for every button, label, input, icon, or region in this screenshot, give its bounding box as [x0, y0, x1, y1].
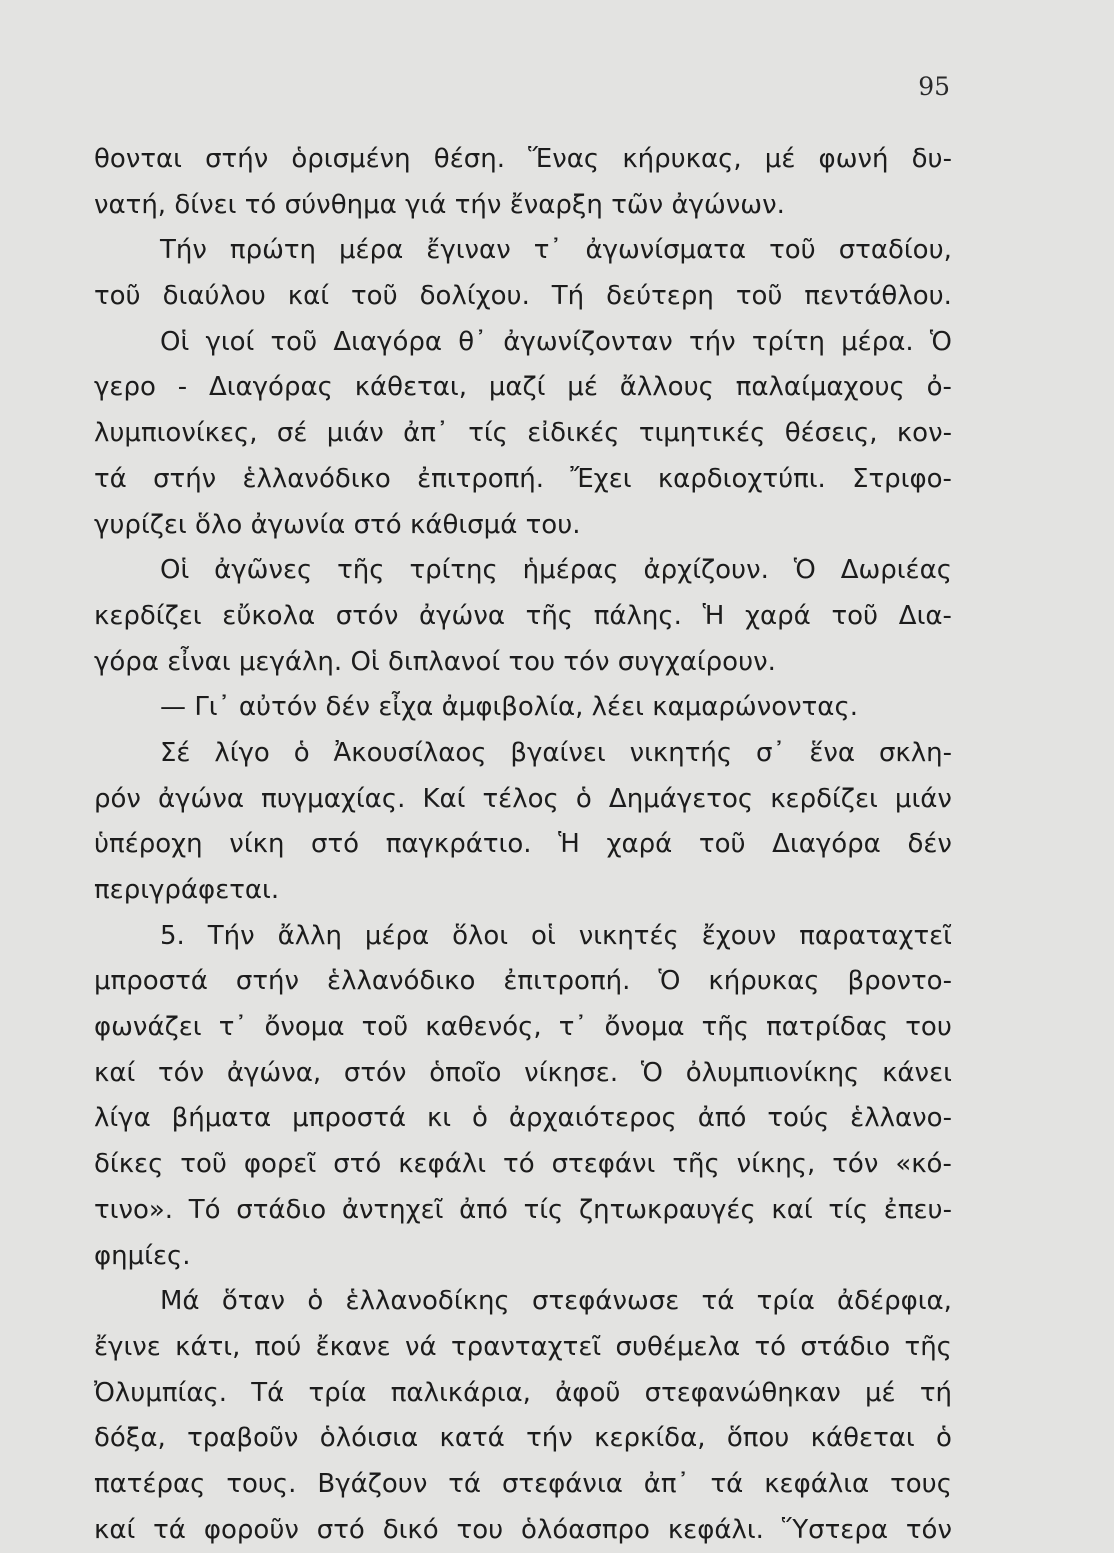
- word: Ἡ: [558, 829, 580, 860]
- word: Μά: [160, 1286, 200, 1317]
- text-line: [94, 594, 952, 640]
- word: πάλης.: [593, 600, 682, 631]
- word: τῆς: [672, 1149, 720, 1180]
- word: κεφάλια: [764, 1468, 870, 1499]
- word: νικητές: [578, 920, 679, 951]
- word: βροντο-: [847, 966, 952, 997]
- word: ἑλλανόδικο: [242, 463, 391, 494]
- word: τά: [153, 1514, 186, 1545]
- word: τῶν: [611, 189, 664, 220]
- text-line: [94, 228, 952, 274]
- word: τίς: [468, 418, 508, 449]
- word: δέν: [325, 692, 370, 723]
- word: ἀπό: [459, 1194, 508, 1225]
- text-line: [94, 1051, 952, 1097]
- word: Ὀλυμπίας.: [94, 1377, 227, 1408]
- word: βήματα: [171, 1103, 272, 1134]
- text-line: [94, 137, 952, 183]
- text-line: [94, 1096, 952, 1142]
- word: ἀρχαιότερος: [508, 1103, 677, 1134]
- word: Ὕστερα: [781, 1514, 888, 1545]
- word: τῆς: [525, 600, 574, 631]
- word: ὁ: [293, 737, 310, 768]
- word: ἀγωνίζονταν: [503, 326, 673, 357]
- word: Ὁ: [640, 1057, 663, 1088]
- word: μέρα: [364, 920, 430, 951]
- word: τήν: [689, 326, 736, 357]
- word: δίνει: [174, 189, 237, 220]
- word: σταδίου,: [838, 235, 952, 266]
- word: ἀπό: [697, 1103, 747, 1134]
- word: λίγα: [94, 1103, 151, 1134]
- word: τ᾽: [218, 1012, 248, 1043]
- word: τρανταχτεῖ: [451, 1331, 602, 1362]
- word: τούς: [767, 1103, 830, 1134]
- word: καθενός,: [425, 1012, 542, 1043]
- word: Διαγόρα: [333, 326, 442, 357]
- word: Οἱ: [350, 646, 380, 677]
- word: ἀγώνων.: [671, 189, 785, 220]
- word: γιοί: [205, 326, 255, 357]
- word: τήν: [526, 1423, 573, 1454]
- word: ὅλο: [195, 509, 243, 540]
- text-line: [94, 777, 952, 823]
- word: ὁλόασπρο: [521, 1514, 650, 1545]
- text-line: [94, 411, 952, 457]
- word: τρία: [308, 1377, 367, 1408]
- word: διαύλου: [162, 281, 266, 312]
- word: φημίες.: [94, 1240, 191, 1271]
- word: Οἱ: [160, 555, 190, 586]
- word: στό: [333, 1149, 382, 1180]
- word: εἶχα: [378, 692, 434, 723]
- word: παλικάρια,: [390, 1377, 531, 1408]
- word: στάδιο: [800, 1331, 891, 1362]
- text-line: [94, 1462, 952, 1508]
- word: τέλος: [482, 783, 559, 814]
- word: φορεῖ: [243, 1149, 317, 1180]
- word: ἐπευ-: [883, 1194, 952, 1225]
- word: στόν: [335, 600, 399, 631]
- word: τοῦ: [361, 1012, 409, 1043]
- word: Ὁ: [929, 326, 952, 357]
- text-line: [94, 1416, 952, 1462]
- word: τίς: [523, 1194, 564, 1225]
- word: στόν: [343, 1057, 407, 1088]
- word: ὁλόισια: [319, 1423, 419, 1454]
- word: Οἱ: [160, 326, 190, 357]
- word: καί: [287, 281, 330, 312]
- word: ἀγώνα: [419, 600, 505, 631]
- word: τ᾽: [533, 235, 563, 266]
- word: ἔγιναν: [426, 235, 511, 266]
- text-line: [94, 822, 952, 868]
- word: τά: [448, 1468, 482, 1499]
- word: καμαρώνοντας.: [652, 692, 858, 723]
- word: μέρα.: [841, 326, 914, 357]
- word: στεφάνωσε: [531, 1286, 680, 1317]
- word: τό: [754, 1331, 786, 1362]
- word: στήν: [235, 966, 300, 997]
- word: μιάν: [326, 418, 384, 449]
- word: θ᾽: [458, 326, 488, 357]
- word: μέρα: [339, 235, 404, 266]
- word: ἄλλη: [277, 920, 342, 951]
- text-line: [94, 274, 952, 320]
- word: μπροστά: [94, 966, 208, 997]
- word: στεφάνια: [501, 1468, 623, 1499]
- word: τόν: [832, 1149, 879, 1180]
- word: του: [456, 1514, 504, 1545]
- word: λίγο: [214, 737, 270, 768]
- word: Ἕνας: [528, 144, 600, 174]
- word: τοῦ: [94, 281, 141, 312]
- word: καί: [771, 1194, 813, 1225]
- word: ἀγωνία: [250, 509, 346, 540]
- word: νικητής: [629, 737, 733, 768]
- word: τῆς: [904, 1331, 952, 1362]
- word: στήν: [205, 144, 269, 174]
- word: τῆς: [701, 1012, 750, 1043]
- text-line: [94, 320, 952, 366]
- word: ἀγώνα: [158, 783, 244, 814]
- word: τοῦ: [270, 326, 318, 357]
- word: σύνθημα: [284, 189, 397, 220]
- text-line: [94, 1371, 952, 1417]
- word: τήν: [454, 189, 502, 220]
- word: δόξα,: [94, 1423, 166, 1454]
- word: μπροστά: [292, 1103, 407, 1134]
- word: κατά: [439, 1423, 505, 1454]
- word: περιγράφεται.: [94, 875, 280, 905]
- text-line: [94, 365, 952, 411]
- word: στό: [311, 829, 360, 860]
- word: στεφανώθηκαν: [644, 1377, 841, 1408]
- text-line: [94, 1234, 952, 1280]
- word: τά: [701, 1286, 735, 1317]
- word: σ᾽: [755, 737, 786, 768]
- word: κάθεται: [810, 1423, 915, 1454]
- word: δυ-: [911, 144, 952, 174]
- text-line: [94, 503, 952, 549]
- word: ρόν: [94, 783, 141, 814]
- word: καρδιοχτύπι.: [657, 463, 826, 494]
- word: εὔκολα: [222, 600, 316, 631]
- text-line: [94, 1279, 952, 1325]
- word: ἄλλους: [619, 372, 714, 403]
- text-line: [94, 731, 952, 777]
- word: δεύτερη: [606, 281, 714, 312]
- word: ὅπου: [726, 1423, 790, 1454]
- word: μιάν: [894, 783, 952, 814]
- word: δίκες: [94, 1149, 164, 1180]
- word: τρίτης: [409, 555, 498, 586]
- word: ὅταν: [221, 1286, 286, 1317]
- word: ὅλοι: [452, 920, 509, 951]
- word: μέ: [865, 1377, 896, 1408]
- word: καί: [94, 1514, 136, 1545]
- word: τοῦ: [698, 829, 746, 860]
- word: θέσεις,: [784, 418, 878, 449]
- word: Ἔχει: [570, 463, 632, 494]
- word: στήν: [153, 463, 217, 494]
- word: δολίχου.: [419, 281, 530, 312]
- word: Ὁ: [793, 555, 816, 586]
- word: ἑλλανοδίκης: [345, 1286, 510, 1317]
- word: Στριφο-: [852, 463, 952, 494]
- word: ἀμφιβολία,: [441, 692, 584, 723]
- word: χαρά: [745, 600, 811, 631]
- word: τοῦ: [735, 281, 783, 312]
- word: συθέμελα: [615, 1331, 741, 1362]
- word: κάθισμά: [410, 509, 518, 540]
- word: Τή: [551, 281, 585, 312]
- word: τόν: [158, 1057, 205, 1088]
- word: τοῦ: [831, 600, 879, 631]
- word: νατή,: [94, 189, 167, 220]
- word: του: [508, 646, 556, 677]
- word: τους: [890, 1468, 952, 1499]
- word: κεφάλι.: [667, 1514, 764, 1545]
- word: λυμπιονίκες,: [94, 418, 258, 449]
- word: τά: [94, 463, 127, 494]
- word: ὁρισμένη: [291, 144, 411, 174]
- word: νά: [405, 1331, 437, 1362]
- word: ἑλλανόδικο: [327, 966, 476, 997]
- word: κήρυκας: [708, 966, 820, 997]
- word: κάθεται,: [354, 372, 467, 403]
- word: μεγάλη.: [238, 646, 343, 677]
- text-line: [94, 640, 952, 686]
- word: συγχαίρουν.: [617, 646, 776, 677]
- word: τό: [503, 1149, 535, 1180]
- body-text: [94, 137, 952, 1553]
- word: δέν: [907, 829, 952, 860]
- word: ἕνα: [809, 737, 856, 768]
- word: πού: [254, 1331, 302, 1362]
- word: τίς: [828, 1194, 869, 1225]
- word: καί: [94, 1057, 136, 1088]
- word: ἐπιτροπή.: [417, 463, 545, 494]
- word: λέει: [591, 692, 644, 723]
- word: τιμητικές: [638, 418, 766, 449]
- word: Διαγόρα: [772, 829, 881, 860]
- word: στάδιο: [236, 1194, 327, 1225]
- word: φωνάζει: [94, 1012, 202, 1043]
- word: Ἀκουσίλαος: [333, 737, 487, 768]
- word: Δημάγετος: [608, 783, 754, 814]
- word: μαζί: [488, 372, 546, 403]
- word: πυγμαχίας.: [261, 783, 406, 814]
- word: τρία: [756, 1286, 815, 1317]
- word: τραβοῦν: [187, 1423, 299, 1454]
- text-line: [94, 1005, 952, 1051]
- text-line: [94, 685, 952, 731]
- word: γόρα: [94, 646, 159, 677]
- word: ἔκανε: [315, 1331, 391, 1362]
- word: τό: [244, 189, 277, 220]
- word: γερο: [94, 372, 156, 403]
- word: τινο».: [94, 1194, 174, 1225]
- word: -: [177, 372, 188, 403]
- word: Ὁ: [658, 966, 681, 997]
- word: διπλανοί: [388, 646, 501, 677]
- word: πρώτη: [229, 235, 316, 266]
- word: σέ: [276, 418, 308, 449]
- word: ἡμέρας: [522, 555, 619, 586]
- word: στό: [353, 509, 402, 540]
- word: ἀντηχεῖ: [341, 1194, 444, 1225]
- word: κερκίδα,: [594, 1423, 706, 1454]
- word: θονται: [94, 144, 182, 174]
- text-line: [94, 959, 952, 1005]
- text-line: [94, 914, 952, 960]
- word: κερδίζει: [770, 783, 878, 814]
- word: οἱ: [531, 920, 556, 951]
- word: ὁ: [936, 1423, 952, 1454]
- word: τοῦ: [180, 1149, 227, 1180]
- word: του.: [525, 509, 581, 540]
- word: τοῦ: [351, 281, 398, 312]
- word: χαρά: [606, 829, 673, 860]
- word: τῆς: [337, 555, 385, 586]
- word: φοροῦν: [203, 1514, 299, 1545]
- word: Δια-: [898, 600, 952, 631]
- word: πατέρας: [94, 1468, 206, 1499]
- word: 5.: [160, 920, 185, 951]
- word: εἶναι: [167, 646, 231, 677]
- word: μέ: [567, 372, 598, 403]
- word: «κό-: [895, 1149, 952, 1180]
- word: τρίτη: [751, 326, 825, 357]
- word: Τήν: [207, 920, 255, 951]
- word: ἐπιτροπή.: [503, 966, 631, 997]
- word: τά: [710, 1468, 744, 1499]
- word: Γι᾽: [194, 692, 231, 723]
- text-line: [94, 1325, 952, 1371]
- word: γυρίζει: [94, 509, 187, 540]
- word: ὄνομα: [264, 1012, 345, 1043]
- word: Ἡ: [702, 600, 725, 631]
- word: πεντάθλου.: [804, 281, 952, 312]
- word: εἰδικές: [527, 418, 620, 449]
- word: στό: [316, 1514, 365, 1545]
- word: τους.: [226, 1468, 297, 1499]
- word: ὁ: [307, 1286, 324, 1317]
- word: ἀγώνα,: [226, 1057, 322, 1088]
- word: αὐτόν: [238, 692, 318, 723]
- text-line: [94, 868, 952, 914]
- word: κον-: [896, 418, 952, 449]
- word: Σέ: [160, 737, 191, 768]
- word: τοῦ: [769, 235, 816, 266]
- word: Τά: [251, 1377, 285, 1408]
- word: Βγάζουν: [317, 1468, 428, 1499]
- text-line: [94, 548, 952, 594]
- word: πατρίδας: [766, 1012, 889, 1043]
- text-line: [94, 457, 952, 503]
- word: ὁ: [472, 1103, 488, 1134]
- word: κερδίζει: [94, 600, 202, 631]
- word: παραταχτεῖ: [799, 920, 952, 951]
- word: ὁποῖο: [429, 1057, 502, 1088]
- word: ἔναρξη: [509, 189, 603, 220]
- word: ὀ-: [926, 372, 952, 403]
- word: τ᾽: [558, 1012, 588, 1043]
- word: ἀγῶνες: [214, 555, 313, 586]
- word: κήρυκας,: [622, 144, 742, 174]
- word: ζητωκραυγές: [578, 1194, 756, 1225]
- word: γιά: [405, 189, 447, 220]
- text-line: [94, 1508, 952, 1553]
- text-line: [94, 1188, 952, 1234]
- word: ὄνομα: [604, 1012, 685, 1043]
- word: σκλη-: [878, 737, 952, 768]
- word: κάτι,: [175, 1331, 241, 1362]
- word: —: [160, 692, 186, 723]
- word: νίκησε.: [524, 1057, 619, 1088]
- word: Καί: [422, 783, 466, 814]
- word: ἔγινε: [94, 1331, 161, 1362]
- page-number: 95: [918, 72, 950, 101]
- word: βγαίνει: [510, 737, 606, 768]
- text-line: [94, 1142, 952, 1188]
- word: κι: [426, 1103, 452, 1134]
- word: παλαίμαχους: [735, 372, 905, 403]
- word: τόν: [563, 646, 610, 677]
- word: Δωριέας: [840, 555, 952, 586]
- word: ἀπ᾽: [403, 418, 449, 449]
- word: τή: [919, 1377, 952, 1408]
- word: ὑπέροχη: [94, 829, 203, 860]
- word: νίκης,: [736, 1149, 816, 1180]
- word: ὁ: [575, 783, 592, 814]
- word: στεφάνι: [551, 1149, 656, 1180]
- word: ὀλυμπιονίκης: [685, 1057, 860, 1088]
- word: του: [905, 1012, 952, 1043]
- word: ἀδέρφια,: [836, 1286, 952, 1317]
- word: παγκράτιο.: [385, 829, 532, 860]
- word: ἀγωνίσματα: [585, 235, 747, 266]
- word: Τό: [188, 1194, 221, 1225]
- word: κεφάλι: [398, 1149, 487, 1180]
- word: Τήν: [160, 235, 207, 266]
- word: μέ: [764, 144, 796, 174]
- word: Διαγόρας: [208, 372, 333, 403]
- word: ἔχουν: [701, 920, 777, 951]
- word: τόν: [905, 1514, 952, 1545]
- word: θέση.: [433, 144, 505, 174]
- word: φωνή: [818, 144, 889, 174]
- word: ἀρχίζουν.: [643, 555, 769, 586]
- word: ἑλλανο-: [850, 1103, 952, 1134]
- text-line: [94, 183, 952, 229]
- word: ἀπ᾽: [643, 1468, 690, 1499]
- word: κάνει: [882, 1057, 952, 1088]
- word: νίκη: [229, 829, 285, 860]
- word: δικό: [382, 1514, 439, 1545]
- word: ἀφοῦ: [555, 1377, 621, 1408]
